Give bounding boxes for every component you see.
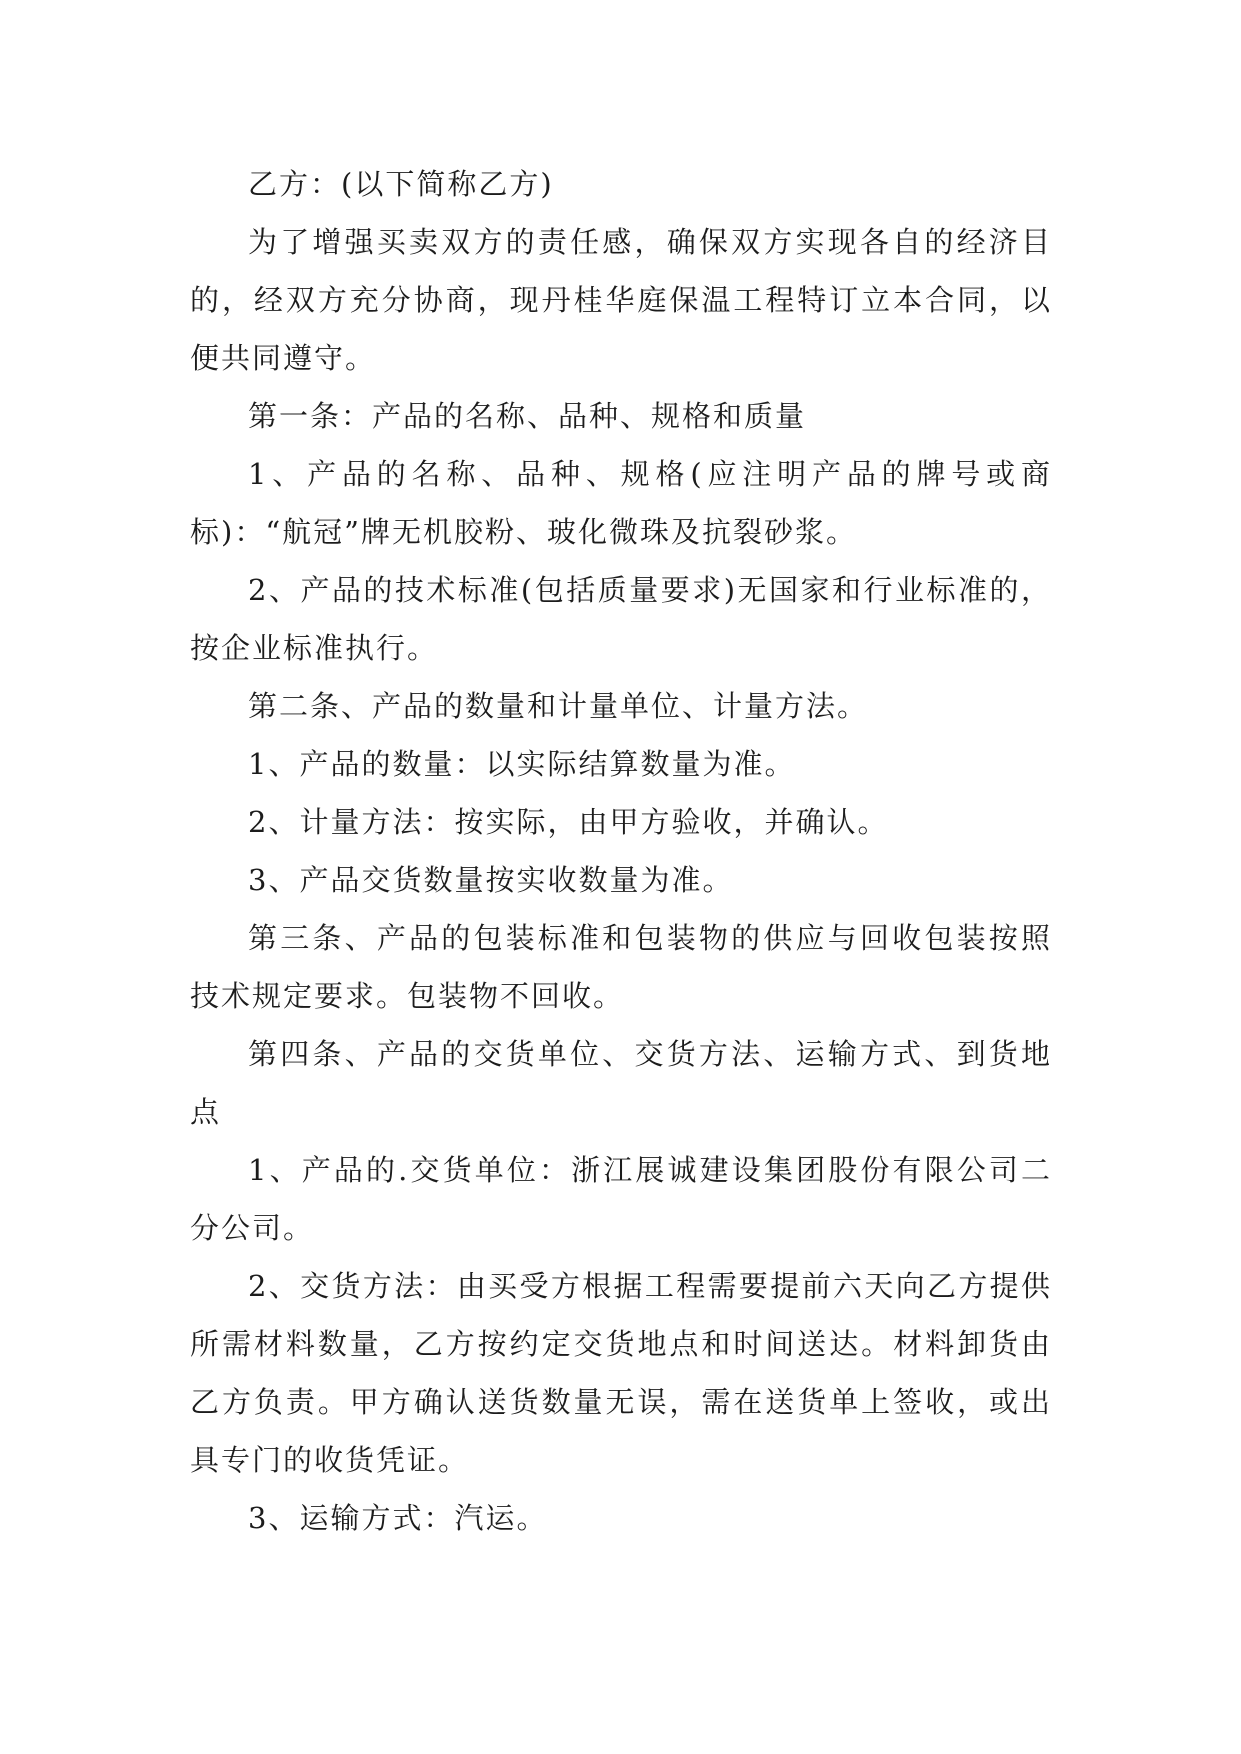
article-2-item-2: 2、计量方法：按实际，由甲方验收，并确认。: [248, 805, 889, 839]
article-3: 第三条、产品的包装标准和包装物的供应与回收包装按照技术规定要求。包装物不回收。: [190, 921, 1052, 1013]
article-4-item-3: 3、运输方式：汽运。: [248, 1501, 548, 1535]
article-1-heading: 第一条：产品的名称、品种、规格和质量: [248, 399, 807, 433]
article-2-heading: 第二条、产品的数量和计量单位、计量方法。: [248, 689, 869, 723]
paragraph-purpose: 为了增强买卖双方的责任感，确保双方实现各自的经济目的，经双方充分协商，现丹桂华庭保温工程特订立本合同，以便共同遵守。: [190, 225, 1052, 375]
article-4-heading: 第四条、产品的交货单位、交货方法、运输方式、到货地点: [190, 1037, 1052, 1129]
article-2-item-1: 1、产品的数量：以实际结算数量为准。: [248, 747, 796, 781]
document-body: [190, 155, 1052, 1547]
article-4-item-1: 1、产品的.交货单位：浙江展诚建设集团股份有限公司二分公司。: [190, 1153, 1052, 1245]
article-2-item-3: 3、产品交货数量按实收数量为准。: [248, 863, 734, 897]
paragraph-party-b: 乙方：(以下简称乙方): [248, 167, 554, 201]
article-1-item-1: 1、产品的名称、品种、规格(应注明产品的牌号或商标)：“航冠”牌无机胶粉、玻化微珠及抗裂砂浆。: [190, 457, 1052, 549]
article-4-item-2: 2、交货方法：由买受方根据工程需要提前六天向乙方提供所需材料数量，乙方按约定交货地点和时间送达。材料卸货由乙方负责。甲方确认送货数量无误，需在送货单上签收，或出具专门的收货凭证。: [190, 1269, 1052, 1477]
article-1-item-2: 2、产品的技术标准(包括质量要求)无国家和行业标准的，按企业标准执行。: [190, 573, 1052, 665]
